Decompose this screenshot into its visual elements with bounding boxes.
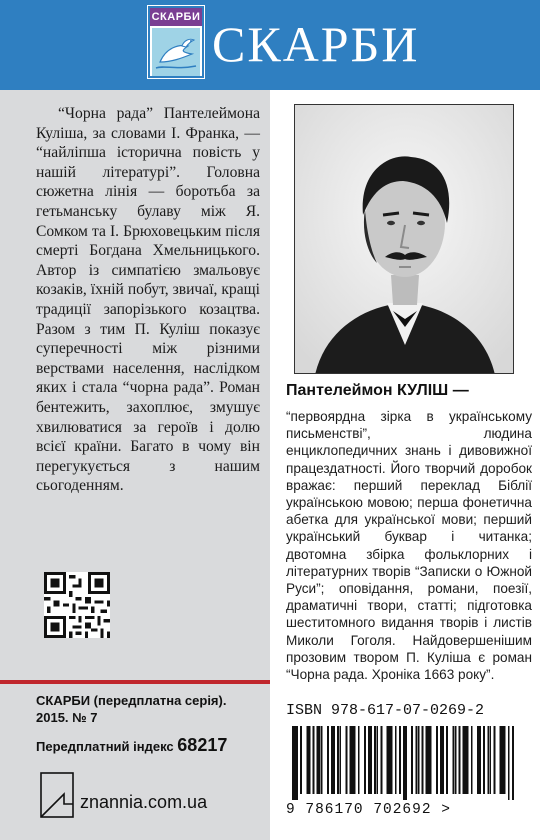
barcode-bar — [352, 726, 354, 794]
barcode-bar — [483, 726, 485, 794]
series-info — [36, 692, 226, 726]
publisher-logo-icon — [40, 772, 74, 818]
bird-icon — [152, 28, 200, 76]
book-annotation — [36, 104, 260, 496]
barcode-bar — [380, 726, 382, 794]
barcode-bar — [370, 726, 372, 794]
author-panel — [270, 90, 540, 840]
barcode-bar — [417, 726, 419, 794]
series-title: СКАРБИ (передплатна серія). — [36, 693, 227, 708]
barcode-bar — [374, 726, 376, 794]
index-number: 68217 — [177, 735, 228, 755]
barcode-bar — [508, 726, 510, 800]
barcode-bar — [436, 726, 438, 794]
barcode-bar — [502, 726, 504, 794]
index-label: Передплатний індекс — [36, 739, 174, 754]
barcode-bar — [368, 726, 370, 794]
author-bio-text: “первоярдна зірка в українському письменстві”, людина енциклопедичних знань і дивовижної працездатності. Його творчий доробок вражає: перший переклад Біблії українською мовою; перша фонетична абетка для української мови; перший український буквар і читанка; двотомна збірка фольклорних і літературних творів “Записки о Южной Руси”; оповідання, романи, поезії, драматичні твори, статті; підготовка шеститомного видання творів і листів Миколи Гоголя. Найдовершенішим прозовим твором П. Куліша є роман “Чорна рада. Хроніка 1663 року”. — [286, 409, 532, 683]
header-bar — [0, 0, 540, 90]
barcode-bar — [339, 726, 341, 794]
barcode-bar — [306, 726, 308, 794]
barcode-bar — [296, 726, 298, 800]
barcode-bar — [430, 726, 432, 794]
author-bio — [286, 408, 532, 683]
barcode-bar — [387, 726, 389, 794]
barcode-bar — [333, 726, 335, 794]
barcode-bar — [354, 726, 356, 794]
barcode-bar — [465, 726, 467, 794]
barcode-bar — [452, 726, 454, 794]
barcode-icon — [292, 726, 514, 800]
barcode-bar — [463, 726, 465, 794]
barcode-bar — [321, 726, 323, 794]
barcode-bar — [477, 726, 479, 794]
barcode-bar — [337, 726, 339, 794]
barcode-bar — [426, 726, 428, 794]
barcode-bar — [467, 726, 469, 794]
barcode-bar — [442, 726, 444, 794]
barcode-bar — [500, 726, 502, 794]
barcode-bar — [364, 726, 366, 794]
series-logo-label: СКАРБИ — [150, 8, 202, 26]
red-divider — [0, 680, 270, 684]
barcode-digits: 9 786170 702692 > — [286, 802, 451, 818]
barcode-bar — [319, 726, 321, 794]
barcode-bar — [405, 726, 407, 800]
barcode-bar — [512, 726, 514, 800]
isbn: ISBN 978-617-07-0269-2 — [286, 702, 485, 719]
barcode-bar — [308, 726, 310, 794]
barcode-bar — [440, 726, 442, 794]
barcode-bar — [399, 726, 401, 794]
barcode-bar — [422, 726, 424, 794]
barcode-bar — [317, 726, 319, 794]
barcode-bar — [395, 726, 397, 794]
barcode-bar — [350, 726, 352, 794]
barcode-bar — [300, 726, 302, 794]
barcode-bar — [487, 726, 489, 794]
author-name: Пантелеймон КУЛІШ — — [286, 382, 469, 399]
barcode-bar — [376, 726, 378, 794]
barcode-bar — [294, 726, 296, 800]
barcode-bar — [411, 726, 413, 794]
barcode-bar — [454, 726, 456, 794]
qr-code-icon — [44, 572, 110, 638]
publisher-url[interactable]: znannia.com.ua — [80, 792, 208, 812]
barcode-bar — [504, 726, 506, 794]
portrait-image — [295, 105, 514, 374]
author-portrait — [294, 104, 514, 374]
subscription-index — [36, 735, 227, 756]
barcode-bar — [358, 726, 360, 794]
brand-title: СКАРБИ — [212, 16, 420, 72]
barcode-bar — [391, 726, 393, 794]
barcode-bar — [389, 726, 391, 794]
series-logo — [148, 6, 204, 78]
barcode-bar — [403, 726, 405, 800]
barcode-bar — [327, 726, 329, 794]
series-issue: 2015. № 7 — [36, 710, 98, 725]
barcode-bar — [415, 726, 417, 794]
barcode-bar — [471, 726, 473, 794]
barcode-bar — [428, 726, 430, 794]
barcode-bar — [331, 726, 333, 794]
barcode-bar — [493, 726, 495, 794]
annotation-text: “Чорна рада” Пантелеймона Куліша, за словами І. Франка, — “найліпша історична повість у нашій літературі”. Головна сюжетна лінія — боротьба за гетьманську булаву між Я. Сомком та І. Брюховецьким після смерті Богдана Хмельницького. Автор із симпатією змальовує козаків, їхній побут, звичаї, кращі традиції запорізького козацтва. Разом з тим П. Куліш показує суперечності між різними верствами населення, наслідком яких і стала “чорна рада”. Роман бентежить, захоплює, змушує хвилюватися за героїв і долю всієї країни. Багато в чому він перегукується з нашим сьогоденням. — [36, 105, 260, 495]
barcode-bar — [446, 726, 448, 794]
barcode-bar — [479, 726, 481, 794]
barcode-bar — [313, 726, 315, 794]
annotation-panel — [0, 90, 270, 840]
barcode-bar — [292, 726, 294, 800]
barcode-bar — [345, 726, 347, 794]
barcode-bar — [459, 726, 461, 794]
barcode-bar — [489, 726, 491, 794]
